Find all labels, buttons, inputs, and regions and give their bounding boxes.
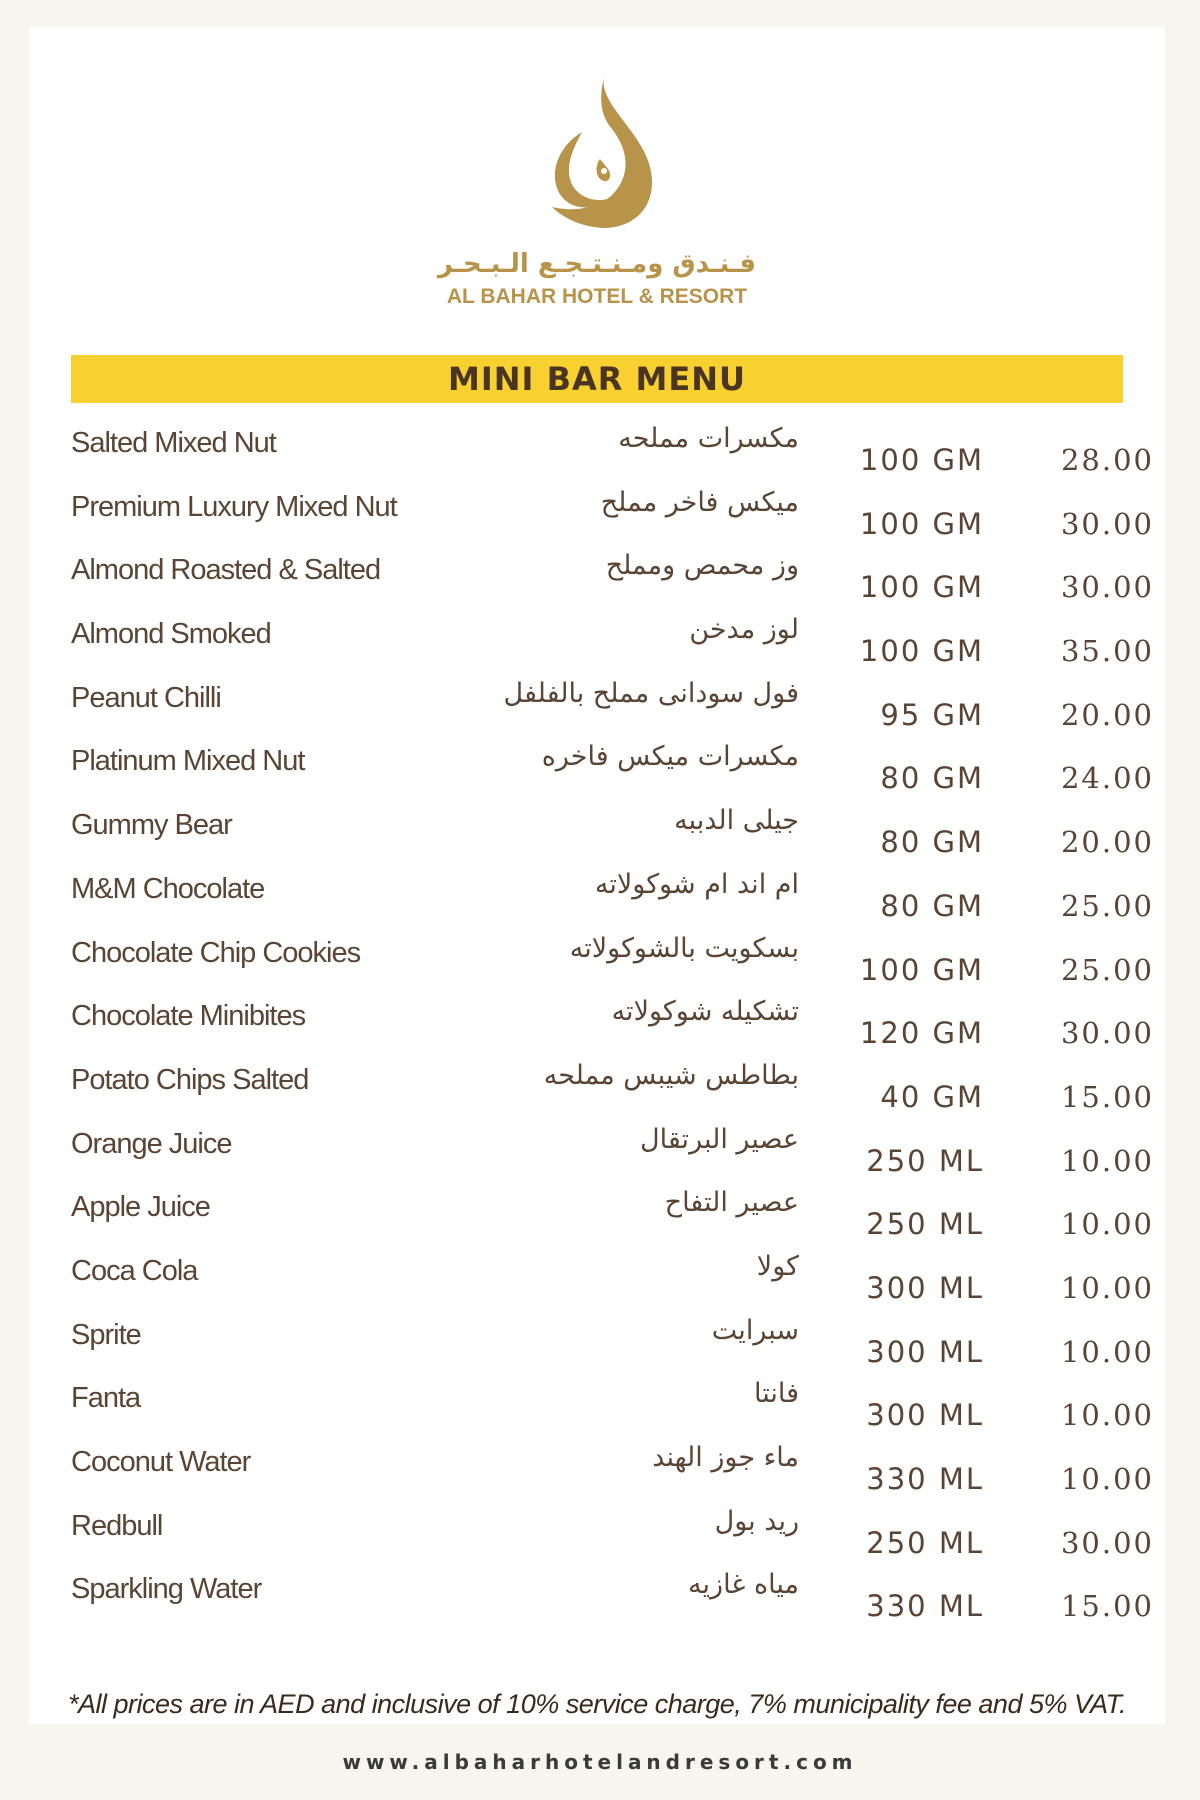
item-quantity: 80 GM [880,761,984,796]
menu-item-row [29,1557,1165,1624]
item-price: 20.00 [1060,825,1154,860]
item-name-arabic: ميكس فاخر مملح [600,486,799,518]
item-name-english: Salted Mixed Nut [71,427,276,459]
item-quantity: 100 GM [859,506,984,541]
item-quantity: 100 GM [859,634,984,669]
menu-item-row [29,411,1165,475]
item-quantity: 95 GM [880,697,984,732]
item-price: 10.00 [1060,1270,1154,1305]
menu-list [29,411,1165,1624]
item-name-english: Redbull [71,1509,163,1542]
item-name-arabic: عصير التفاح [664,1187,799,1219]
item-price: 15.00 [1060,1079,1154,1114]
item-price: 20.00 [1060,697,1154,732]
item-price: 25.00 [1060,888,1154,923]
menu-item-row [29,602,1165,669]
item-quantity: 300 ML [866,1270,984,1305]
item-name-arabic: تشكيله شوكولاته [611,996,799,1028]
item-name-arabic: وز محمص ومملح [605,550,799,582]
item-quantity: 100 GM [859,443,984,477]
item-name-english: Platinum Mixed Nut [71,745,305,778]
item-name-english: Apple Juice [71,1191,210,1224]
item-name-english: M&M Chocolate [71,872,265,905]
menu-item-row [29,921,1165,985]
item-name-arabic: فول سودانى مملح بالفلفل [503,677,799,709]
item-name-english: Almond Smoked [71,618,271,651]
menu-item-row [29,984,1165,1051]
menu-item-row [29,538,1165,605]
item-name-english: Coconut Water [71,1446,251,1478]
menu-item-row [29,1048,1165,1112]
item-name-english: Orange Juice [71,1127,232,1160]
item-quantity: 330 ML [866,1462,984,1496]
item-name-english: Sparkling Water [71,1573,262,1606]
menu-item-row [29,475,1165,539]
item-quantity: 300 ML [866,1398,984,1433]
menu-item-row [29,857,1165,921]
menu-item-row [29,1112,1165,1176]
hotel-logo [29,67,1165,309]
item-price: 30.00 [1060,570,1154,605]
item-name-arabic: ماء جوز الهند [652,1442,799,1473]
item-name-arabic: لوز مدخن [689,614,799,646]
item-price: 10.00 [1060,1398,1154,1433]
menu-item-row [29,666,1165,730]
item-price: 25.00 [1060,952,1154,987]
item-name-arabic: مياه غازيه [688,1569,799,1601]
item-name-english: Chocolate Minibites [71,1000,306,1033]
item-name-english: Coca Cola [71,1254,198,1287]
item-price: 28.00 [1060,443,1154,477]
item-price: 30.00 [1060,1525,1154,1560]
item-name-arabic: عصير البرتقال [640,1123,799,1155]
item-price: 10.00 [1060,1462,1154,1496]
item-price: 30.00 [1060,506,1154,541]
menu-item-row [29,729,1165,796]
item-name-english: Fanta [71,1382,141,1415]
item-quantity: 80 GM [880,888,984,923]
item-name-arabic: فانتا [753,1378,799,1410]
item-quantity: 250 ML [866,1525,984,1560]
item-price: 10.00 [1060,1334,1154,1369]
menu-item-row [29,1430,1165,1494]
website-url: www.albaharhotelandresort.com [342,1750,858,1774]
item-name-english: Premium Luxury Mixed Nut [71,490,397,523]
price-footnote: *All prices are in AED and inclusive of 10% service charge, 7% municipality fee and 5% VAT. [67,1689,1127,1719]
item-name-english: Sprite [71,1318,141,1351]
item-name-english: Gummy Bear [71,809,232,842]
item-name-arabic: ريد بول [714,1505,799,1537]
item-name-arabic: بطاطس شيبس مملحه [543,1059,799,1091]
logo-english-name: AL BAHAR HOTEL & RESORT [446,285,748,308]
item-price: 35.00 [1060,634,1154,669]
menu-title-banner: MINI BAR MENU [71,355,1123,403]
item-quantity: 250 ML [866,1207,984,1242]
menu-item-row [29,1239,1165,1303]
item-price: 10.00 [1060,1143,1154,1178]
menu-item-row [29,1494,1165,1558]
logo-arabic-name: فـنـدق ومـنـتـجـع الـبـحـر [437,249,757,279]
droplet-logo-icon [512,67,682,237]
item-quantity: 40 GM [880,1079,984,1114]
menu-item-row [29,1366,1165,1433]
item-quantity: 330 ML [866,1589,984,1624]
item-quantity: 100 GM [859,570,984,605]
item-name-arabic: جيلى الدببه [674,805,799,837]
item-name-english: Chocolate Chip Cookies [71,936,361,969]
item-quantity: 120 GM [859,1016,984,1051]
item-name-arabic: كولا [756,1250,799,1282]
item-quantity: 100 GM [859,952,984,987]
item-name-arabic: سبرايت [711,1314,799,1346]
item-price: 24.00 [1060,761,1154,796]
item-name-english: Almond Roasted & Salted [71,554,381,587]
menu-item-row [29,1175,1165,1242]
item-quantity: 80 GM [880,825,984,860]
item-name-arabic: مكسرات ميكس فاخره [541,741,799,773]
menu-card [29,27,1165,1724]
item-name-english: Potato Chips Salted [71,1063,309,1096]
item-price: 10.00 [1060,1207,1154,1242]
item-name-arabic: ام اند ام شوكولاته [594,868,799,900]
item-name-arabic: مكسرات مملحه [618,423,799,454]
menu-item-row [29,1303,1165,1367]
menu-item-row [29,793,1165,860]
item-quantity: 300 ML [866,1334,984,1369]
item-quantity: 250 ML [866,1143,984,1178]
item-price: 15.00 [1060,1589,1154,1624]
item-price: 30.00 [1060,1016,1154,1051]
item-name-english: Peanut Chilli [71,681,221,714]
item-name-arabic: بسكويت بالشوكولاته [569,932,799,964]
